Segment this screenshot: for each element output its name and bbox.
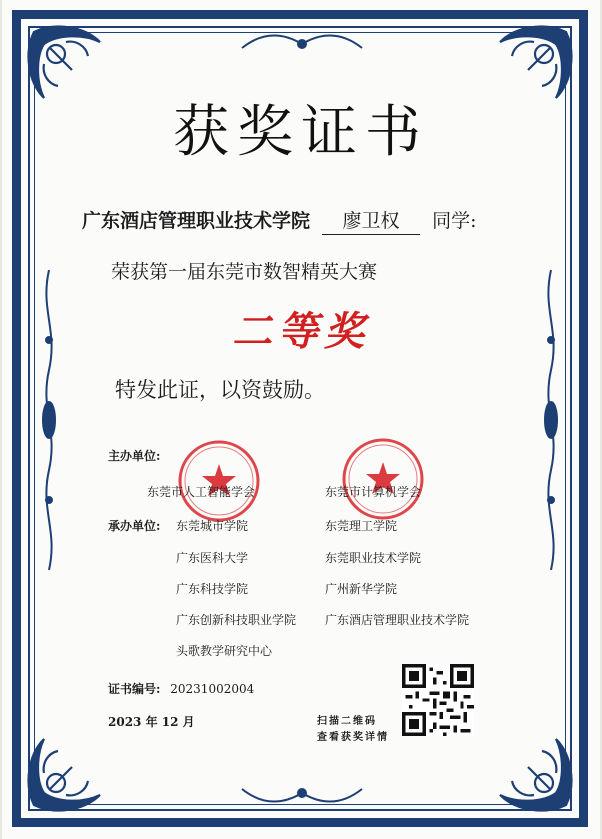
honor-text: 荣获第一届东莞市数智精英大赛 <box>111 261 378 283</box>
co-host-org: 东莞城市学院 <box>176 519 249 533</box>
co-host-org: 广州新华学院 <box>325 582 398 596</box>
corner-ornament-bottom-left <box>14 733 106 825</box>
corner-ornament-bottom-right <box>494 733 586 825</box>
co-host-org: 广东酒店管理职业技术学院 <box>325 613 470 627</box>
qr-caption-line2: 查看获奖详情 <box>317 732 389 743</box>
top-center-ornament <box>232 28 372 58</box>
co-host-org: 东莞理工学院 <box>325 519 398 533</box>
recipient-line <box>82 206 477 235</box>
closing-text: 特发此证，以资鼓励。 <box>115 378 325 402</box>
co-host-label: 承办单位: <box>108 519 161 533</box>
issue-date: 2023 年 12 月 <box>108 715 195 729</box>
stamp-ai-society <box>176 438 262 524</box>
host-org-1: 东莞市人工智能学会 <box>147 485 256 499</box>
co-host-org: 头歌教学研究中心 <box>176 644 273 658</box>
cert-number: 20231002004 <box>170 682 255 696</box>
qr-caption-line1: 扫描二维码 <box>317 716 377 727</box>
bottom-center-ornament <box>232 779 372 809</box>
co-host-org: 广东医科大学 <box>176 551 249 565</box>
co-host-org: 广东科技学院 <box>176 582 249 596</box>
host-org-2: 东莞市计算机学会 <box>325 485 422 499</box>
certificate-title: 获奖证书 <box>173 100 429 165</box>
cert-number-label: 证书编号: <box>108 682 161 696</box>
host-label: 主办单位: <box>108 449 161 463</box>
co-host-org: 广东创新科技职业学院 <box>176 613 297 627</box>
recipient-name: 廖卫权 <box>322 206 420 235</box>
salutation: 同学: <box>432 210 477 232</box>
recipient-school: 广东酒店管理职业技术学院 <box>82 210 311 232</box>
qr-code[interactable] <box>402 664 474 736</box>
certificate-paper <box>2 0 600 839</box>
stamp-computer-society <box>340 436 426 522</box>
co-host-org: 东莞职业技术学院 <box>325 551 422 565</box>
cert-number-row <box>108 680 254 697</box>
award-level: 二等奖 <box>232 308 370 355</box>
